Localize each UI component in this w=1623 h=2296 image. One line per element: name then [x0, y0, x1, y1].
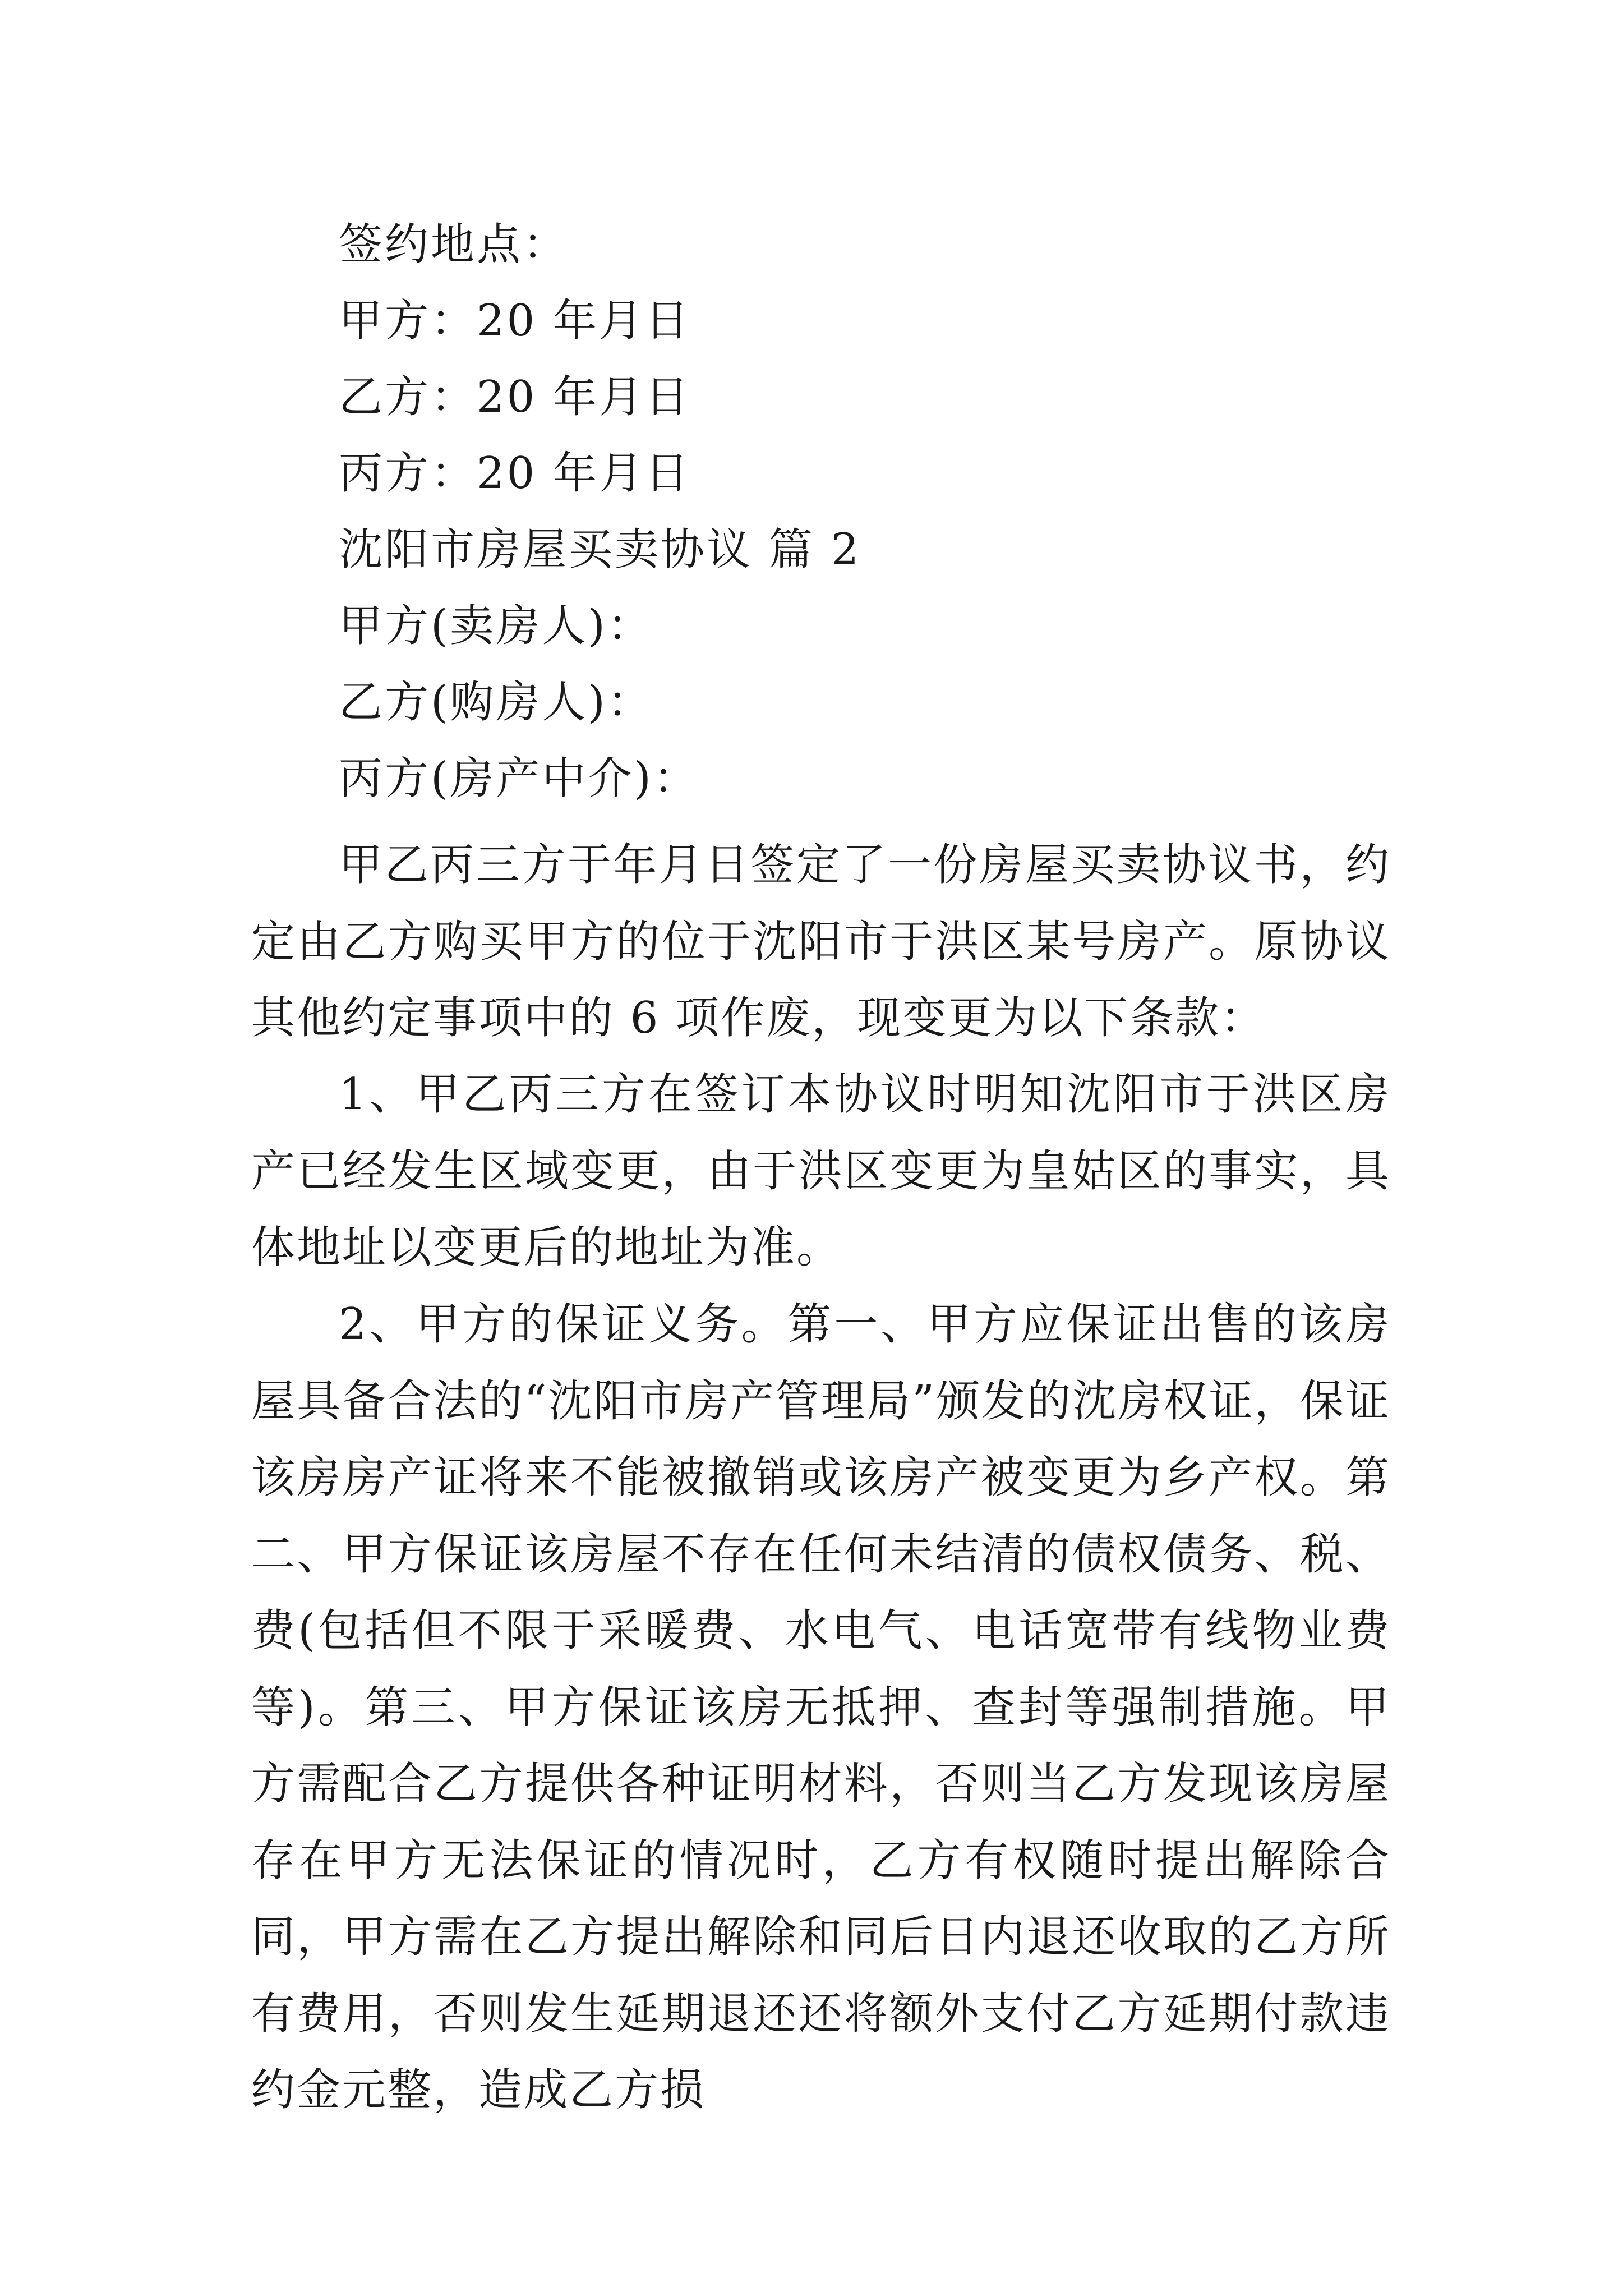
buyer-line: 乙方(购房人)：	[339, 677, 653, 728]
clause-2-paragraph: 2、甲方的保证义务。第一、甲方应保证出售的该房屋具备合法的“沈阳市房产管理局”颁发的沈房权证，保证该房房产证将来不能被撤销或该房产被变更为乡产权。第二、甲方保证该房屋不存在任何未结清的债权债务、税、费(包括但不限于采暖费、水电气、电话宽带有线物业费等)。第三、甲方保证该房无抵押、查封等强制措施。甲方需配合乙方提供各种证明材料，否则当乙方发现该房屋存在甲方无法保证的情况时，乙方有权随时提出解除合同，甲方需在乙方提出解除和同后日内退还收取的乙方所有费用，否则发生延期退还还将额外支付乙方延期付款违约金元整，造成乙方损	[251, 1299, 1391, 2115]
party-a-date-line: 甲方：20 年月日	[339, 296, 691, 346]
agency-line: 丙方(房产中介)：	[339, 753, 699, 804]
party-c-date-line: 丙方：20 年月日	[339, 448, 691, 499]
party-b-date-line: 乙方：20 年月日	[339, 372, 691, 422]
signing-location-line: 签约地点：	[339, 219, 569, 270]
clause-1-paragraph: 1、甲乙丙三方在签订本协议时明知沈阳市于洪区房产已经发生区域变更，由于洪区变更为皇姑区的事实，具体地址以变更后的地址为准。	[251, 1069, 1391, 1273]
intro-paragraph: 甲乙丙三方于年月日签定了一份房屋买卖协议书，约定由乙方购买甲方的位于沈阳市于洪区某号房产。原协议其他约定事项中的 6 项作废，现变更为以下条款：	[251, 840, 1391, 1043]
seller-line: 甲方(卖房人)：	[339, 601, 653, 651]
section-title: 沈阳市房屋买卖协议 篇 2	[339, 524, 861, 575]
